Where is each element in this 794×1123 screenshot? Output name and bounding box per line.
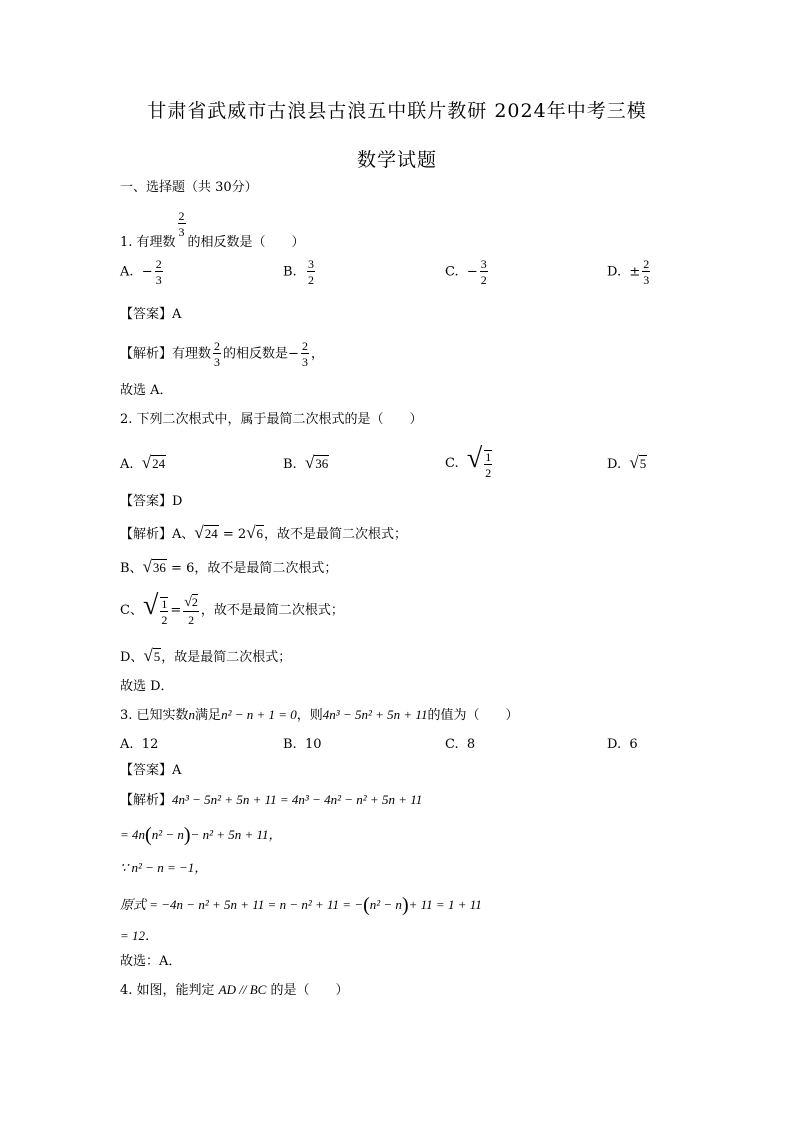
q2-option-c: C. √ $\frac{1}{2}$ [445,443,492,480]
q1-prefix: 1. 有理数 [120,235,176,250]
question-4-stem: 4. 如图，能判定 AD // BC 的是（ ） [120,982,349,998]
question-2-stem: 2. 下列二次根式中，属于最简二次根式的是（ ） [120,412,423,427]
q3-analysis-step2: = 4n(n² − n)− n² + 5n + 11， [120,824,282,846]
q2-analysis-b: B、√36 = 6，故不是最简二次根式； [120,557,338,576]
page-title: 甘肃省武威市古浪县古浪五中联片教研 2024年中考三模 [147,100,647,122]
q3-option-b: B. 10 [283,737,322,752]
q3-option-c: C. 8 [445,737,476,752]
q3-answer: 【答案】A [120,763,182,778]
q2-conclusion: 故选 D． [120,679,174,694]
q3-analysis-step4: 原式 = −4n − n² + 5n + 11 = n − n² + 11 = −(n² − n)+ 11 = 1 + 11 [120,894,482,916]
q3-conclusion: 故选：A． [120,954,182,969]
q2-option-a: A. √24 [120,453,166,472]
q3-option-a: A. 12 [120,737,159,752]
q2-option-d: D. √5 [607,453,647,472]
question-1-stem [120,210,305,249]
q1-option-d: D. ± $\frac{2}{3}$ [607,257,650,287]
q2-analysis-d: D、√5，故是最简二次根式； [120,646,292,665]
q1-option-a: A. − $\frac{2}{3}$ [120,257,162,287]
q1-analysis: 【解析】有理数 $\frac{2}{3}$ 的相反数是− $\frac{2}{3}$ ， [120,339,324,369]
q1-conclusion: 故选 A． [120,383,173,398]
q1-option-c: C. − $\frac{3}{2}$ [445,257,487,287]
q2-analysis-c: C、√ $\frac{1}{2}$ = $\frac{√2}{2}$ ，故不是最简二次根式； [120,590,344,627]
q3-analysis-step5: = 12． [120,928,159,943]
q3-analysis-step3: ∵ n² − n = −1， [120,860,208,875]
q1-fraction: $\frac{2}{3}$ [178,209,185,239]
q2-answer: 【答案】D [120,494,183,509]
q1-option-b: B. $\frac{3}{2}$ [283,257,314,287]
page-subtitle: 数学试题 [356,149,437,171]
q3-option-d: D. 6 [607,737,638,752]
q2-option-b: B. √36 [283,453,329,472]
q1-suffix: 的相反数是（ ） [187,235,305,250]
question-3-stem: 3. 已知实数n满足n² − n + 1 = 0，则4n³ − 5n² + 5n + 11的值为（ ） [120,707,519,723]
q2-analysis-a: 【解析】A、√24 = 2√6，故不是最简二次根式； [120,523,408,542]
q3-analysis-step1: 【解析】4n³ − 5n² + 5n + 11 = 4n³ − 4n² − n² + 5n + 11 [120,792,423,808]
section-heading: 一、选择题（共 30分） [120,180,258,195]
q1-answer: 【答案】A [120,307,182,322]
